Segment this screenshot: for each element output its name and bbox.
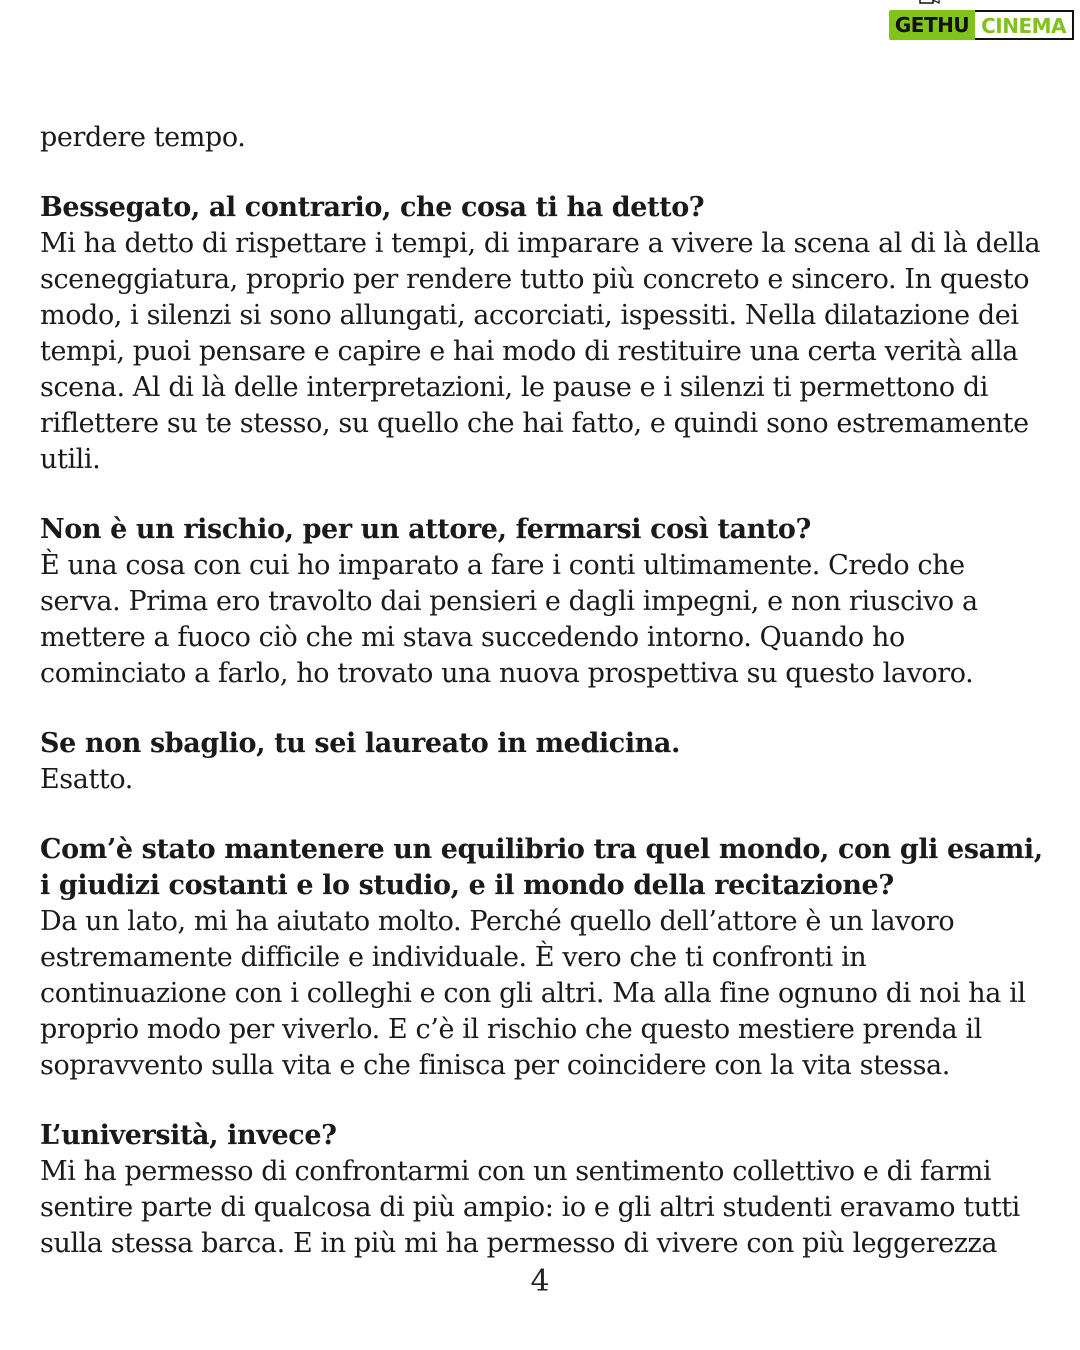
qa-block — [40, 832, 1050, 1084]
article-body — [40, 120, 1050, 1296]
intro-tail-text: perdere tempo. — [40, 122, 246, 153]
answer-text: Esatto. — [40, 764, 133, 795]
qa-block — [40, 1118, 1050, 1262]
logo-text-left: GETHU — [889, 10, 975, 40]
page-number: 4 — [530, 1264, 550, 1299]
question-text: Com’è stato mantenere un equilibrio tra quel mondo, con gli esami, i giudizi costanti e lo studio, e il mondo della recitazione? — [40, 834, 1043, 901]
qa-block — [40, 512, 1050, 692]
brand-logo — [889, 4, 1074, 40]
qa-block — [40, 190, 1050, 478]
qa-block — [40, 726, 1050, 798]
question-text: Bessegato, al contrario, che cosa ti ha detto? — [40, 192, 705, 223]
intro-paragraph — [40, 120, 1050, 156]
answer-text: Mi ha permesso di confrontarmi con un sentimento collettivo e di farmi sentire parte di qualcosa di più ampio: io e gli altri studenti eravamo tutti sulla stessa barca. E in più mi ha permesso di vivere con più leggerezza — [40, 1156, 1020, 1259]
answer-text: È una cosa con cui ho imparato a fare i conti ultimamente. Credo che serva. Prima ero travolto dai pensieri e dagli impegni, e non riuscivo a mettere a fuoco ciò che mi stava succedendo intorno. Quando ho cominciato a farlo, ho trovato una nuova prospettiva su questo lavoro. — [40, 550, 978, 689]
question-text: Non è un rischio, per un attore, fermarsi così tanto? — [40, 514, 811, 545]
camera-icon — [919, 0, 941, 4]
question-text: L’università, invece? — [40, 1120, 337, 1151]
answer-text: Mi ha detto di rispettare i tempi, di imparare a vivere la scena al di là della sceneggiatura, proprio per rendere tutto più concreto e sincero. In questo modo, i silenzi si sono allungati, accorciati, ispessiti. Nella dilatazione dei tempi, puoi pensare e capire e hai modo di restituire una certa verità alla scena. Al di là delle interpretazioni, le pause e i silenzi ti permettono di riflettere su te stesso, su quello che hai fatto, e quindi sono estremamente utili. — [40, 228, 1041, 475]
question-text: Se non sbaglio, tu sei laureato in medicina. — [40, 728, 681, 759]
logo-text-right: CINEMA — [975, 10, 1074, 40]
answer-text: Da un lato, mi ha aiutato molto. Perché quello dell’attore è un lavoro estremamente difficile e individuale. È vero che ti confronti in continuazione con i colleghi e con gli altri. Ma alla fine ognuno di noi ha il proprio modo per viverlo. E c’è il rischio che questo mestiere prenda il sopravvento sulla vita e che finisca per coincidere con la vita stessa. — [40, 906, 1026, 1081]
